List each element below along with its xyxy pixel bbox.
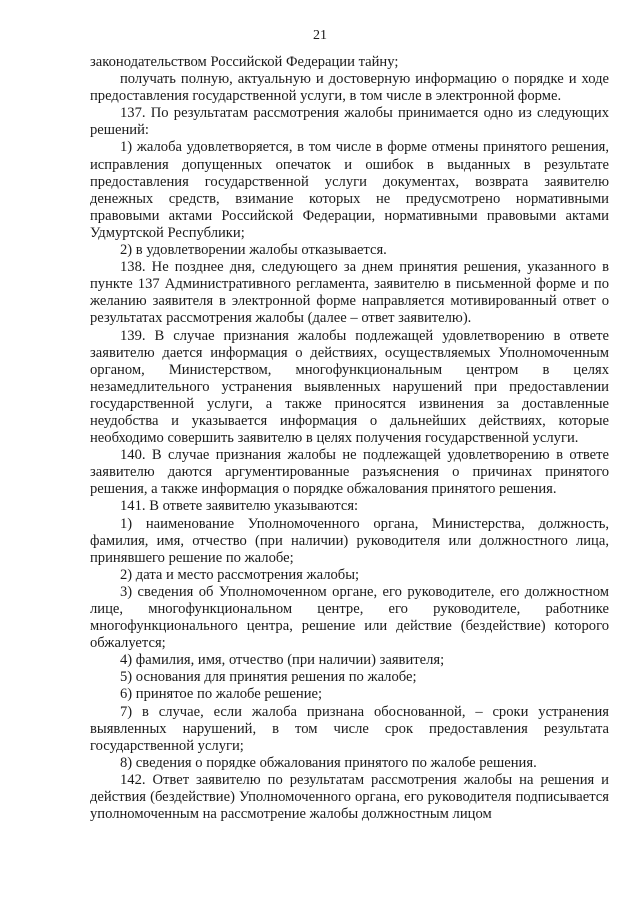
paragraph: 5) основания для принятия решения по жалобе; — [120, 669, 417, 686]
paragraph: 140. В случае признания жалобы не подлежащей удовлетворению в ответе заявителю даются аргументированные разъяснения о причинах принятого решения, а также информация о порядке обжалования принятого решения. — [90, 447, 609, 498]
paragraph: 2) в удовлетворении жалобы отказывается. — [120, 242, 387, 259]
paragraph: законодательством Российской Федерации тайну; — [90, 54, 399, 70]
paragraph: 142. Ответ заявителю по результатам рассмотрения жалобы на решения и действия (бездействие) Уполномоченного органа, его руководителя подписывается уполномоченным на рассмотрение жалобы должностным лицом — [90, 771, 609, 823]
paragraph: 3) сведения об Уполномоченном органе, его руководителе, его должностном лице, многофункциональном центре, его руководителе, работнике многофункционального центра, решение или действие (бездействие) которого обжалуется; — [90, 583, 609, 652]
document-body — [90, 54, 609, 823]
page-number: 21 — [313, 28, 327, 43]
paragraph: 1) жалоба удовлетворяется, в том числе в форме отмены принятого решения, исправления допущенных опечаток и ошибок в выданных в результате предоставления государственной услуги документах, возврата заявителю денежных средств, взимание которых не предусмотрено нормативными правовыми актами Российской Федерации, нормативными правовыми актами Удмуртской Республики; — [90, 139, 609, 241]
paragraph: 4) фамилия, имя, отчество (при наличии) заявителя; — [120, 652, 445, 669]
paragraph: 138. Не позднее дня, следующего за днем принятия решения, указанного в пункте 137 Административного регламента, заявителю в письменной форме и по желанию заявителя в электронной форме направляется мотивированный ответ о результатах рассмотрения жалобы (далее – ответ заявителю). — [90, 259, 609, 327]
paragraph: 137. По результатам рассмотрения жалобы принимается одно из следующих решений: — [90, 105, 609, 139]
paragraph: 139. В случае признания жалобы подлежащей удовлетворению в ответе заявителю дается информация о действиях, осуществляемых Уполномоченным органом, Министерством, многофункциональным центром в целях незамедлительного устранения выявленных нарушений при предоставлении государственной услуги, а также приносятся извинения за доставленные неудобства и указывается информация о дальнейших действиях, которые необходимо совершить заявителю в целях получения государственной услуги. — [90, 327, 609, 447]
paragraph: 8) сведения о порядке обжалования принятого по жалобе решения. — [120, 754, 537, 771]
paragraph: получать полную, актуальную и достоверную информацию о порядке и ходе предоставления государственной услуги, в том числе в электронной форме. — [90, 71, 609, 105]
paragraph: 7) в случае, если жалоба признана обоснованной, – сроки устранения выявленных нарушений, в том числе срок предоставления результата государственной услуги; — [90, 703, 609, 754]
paragraph: 6) принятое по жалобе решение; — [120, 686, 323, 703]
paragraph: 141. В ответе заявителю указываются: — [120, 498, 359, 515]
paragraph: 1) наименование Уполномоченного органа, Министерства, должность, фамилия, имя, отчество (при наличии) руководителя или должностного лица, принявшего решение по жалобе; — [90, 515, 609, 566]
paragraph: 2) дата и место рассмотрения жалобы; — [120, 566, 360, 583]
